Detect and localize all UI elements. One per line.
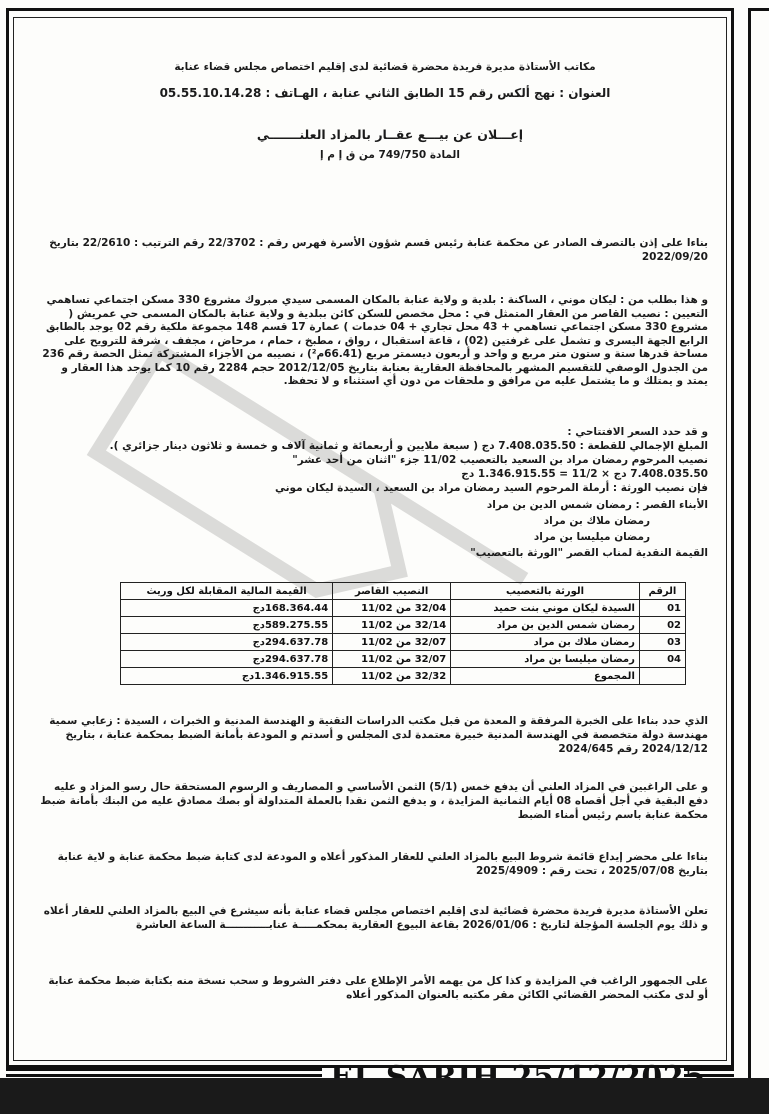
table-row bbox=[121, 651, 686, 668]
col-header: النصيب القاصر bbox=[333, 583, 451, 600]
heirs-table bbox=[120, 582, 686, 685]
table-cell bbox=[639, 668, 685, 685]
child-2: رمضان ملاك بن مراد bbox=[543, 515, 650, 527]
table-cell: 32/07 من 11/02 bbox=[333, 634, 451, 651]
table-cell: 32/32 من 11/02 bbox=[333, 668, 451, 685]
table-cell: 03 bbox=[639, 634, 685, 651]
table-cell: السيدة ليكان موني بنت حميد bbox=[451, 600, 640, 617]
conditions-paragraph: بناءا على محضر إيداع قائمة شروط البيع بالمزاد العلني للعقار المذكور أعلاه و المودعة لدى كتابة ضبط محكمة عنابة و لاية عنابة بتاريخ 2025/07/08 ، تحت رقم : 2025/4909 bbox=[57, 851, 708, 877]
table-row bbox=[121, 600, 686, 617]
table-row bbox=[121, 634, 686, 651]
table-intro: القيمة النقدية لمناب القصر "الورثة بالتعصيب" bbox=[470, 547, 708, 559]
header-line-2: العنوان : نهج ألكس رقم 15 الطابق الثاني عنابة ، الهـاتف : 05.55.10.14.28 bbox=[159, 86, 611, 100]
table-total-row bbox=[121, 668, 686, 685]
footer-rule-left bbox=[6, 1074, 322, 1077]
heirs-intro: فإن نصيب الورثة : أرملة المرحوم السيد رمضان مراد بن السعيد ، السيدة ليكان موني bbox=[274, 482, 708, 494]
table-cell: رمضان شمس الدين بن مراد bbox=[451, 617, 640, 634]
price-total: المبلغ الإجمالي للقطعة : 7.408.035.50 دج ( سبعة ملايين و أربعمائة و ثمانية آلاف و خمسة و ثلاثون دينار جزائري ). bbox=[109, 440, 708, 452]
col-header: الورثة بالتعصيب bbox=[451, 583, 640, 600]
table-cell: 294.637.78دج bbox=[121, 634, 333, 651]
price-heading: و قد حدد السعر الافتتاحي : bbox=[567, 426, 708, 438]
share-heading: نصيب المرحوم رمضان مراد بن السعيد بالتعصيب 11/02 جزء "اثنان من أحد عشر" bbox=[292, 454, 708, 466]
table-cell: 32/07 من 11/02 bbox=[333, 651, 451, 668]
table-cell: 02 bbox=[639, 617, 685, 634]
table-cell: 01 bbox=[639, 600, 685, 617]
table-cell: رمضان ميليسا بن مراد bbox=[451, 651, 640, 668]
public-notice-paragraph: على الجمهور الراغب في المزايدة و كذا كل من يهمه الأمر الإطلاع على دفتر الشروط و سحب نسخة منه بكتابة ضبط محكمة عنابة أو لدى مكتب المحضر القضائي الكائن مقر مكتبه بالعنوان المذكور أعلاه bbox=[48, 975, 708, 1001]
child-3: رمضان ميليسا بن مراد bbox=[533, 531, 650, 543]
sale-date-paragraph: تعلن الأستاذة مديرة فريدة محضرة قضائية لدى إقليم اختصاص مجلس قضاء عنابة بأنه سيشرع في البيع بالمزاد العلني للعقار أعلاه و ذلك يوم الجلسة المؤجلة لتاريخ : 2026/01/06 بقاعة البيوع العقارية بمحكمـــــة عنابــــــــــــة الساعة العاشرة bbox=[43, 905, 708, 931]
table-row bbox=[121, 617, 686, 634]
table-cell: 294.637.78دج bbox=[121, 651, 333, 668]
table-cell: 32/04 من 11/02 bbox=[333, 600, 451, 617]
table-cell: 32/14 من 11/02 bbox=[333, 617, 451, 634]
footer-rule-left bbox=[6, 1068, 322, 1071]
table-cell: المجموع bbox=[451, 668, 640, 685]
page-bottom-band bbox=[0, 1078, 769, 1114]
expertise-paragraph: الذي حدد بناءا على الخبرة المرفقة و المعدة من قبل مكتب الدراسات التقنية و الهندسة المدنية و الخبرات ، السيدة : زعابي سمية مهندسة دولة متخصصة في الهندسة المدنية خبيرة معتمدة لدى المجلس و أسدتم و المودعة بأمانة الضبط بمحكمة عنابة ، بتاريخ 2024/12/12 رقم 2024/645 bbox=[49, 715, 708, 755]
notice-article: المادة 749/750 من ق إ م إ bbox=[320, 149, 460, 161]
table-header-row bbox=[121, 583, 686, 600]
table-cell: 04 bbox=[639, 651, 685, 668]
header-line-1: مكاتب الأستاذة مديرة فريدة محضرة قضائية لدى إقليم اختصاص مجلس قضاء عنابة bbox=[174, 61, 596, 73]
notice-title: إعـــلان عن بيـــع عقــار بالمزاد العلنـــــــي bbox=[256, 127, 524, 142]
payment-paragraph: و على الراغبين في المزاد العلني أن يدفع خمس (5/1) الثمن الأساسي و المصاريف و الرسوم المستحقة حال رسو المزاد و عليه دفع البقية في أجل أقصاه 08 أيام الثمانية المزايدة ، و يدفع الثمن نقدا بالعملة المتداولة أو بصك مصادق عليه من البنك بأمانة ضبط محكمة عنابة باسم رئيس أمناء الضبط bbox=[40, 781, 708, 821]
col-header: الرقم bbox=[639, 583, 685, 600]
property-paragraph: و هذا بطلب من : ليكان موني ، الساكنة : بلدية و ولاية عنابة بالمكان المسمى سيدي مبروك مشروع 330 مسكن اجتماعي تساهمي التعيين : نصيب القاصر من العقار المتمثل في : محل مخصص للسكن كائن ببلدية و ولاية عنابة بالمكان المسمى حي عمريش ( مشروع 330 مسكن اجتماعي تساهمي + 43 محل تجاري + 04 خدمات ) عمارة 17 قسم 148 مجموعة ملكية رقم 02 يوجد بالطابق الرابع الجهة اليسرى و تشمل على غرفتين (02) ، قاعة استقبال ، رواق ، مطبخ ، حمام ، مرحاض ، مجفف ، شرفة للترويح على مساحة قدرها ستة و ستون متر مربع و واحد و أربعون ديسمتر مربع (66.41م²) ، نصيبه من الأجزاء المشتركة تمثل الحصة رقم 236 من الجدول الوصفي للتقسيم المشهر بالمحافظة العقارية بعنابة بتاريخ 2012/12/05 حجم 2284 رقم 10 كما يوجد هذا العقار و يمتد و يمتلك و ما يشتمل عليه من مرافق و ملحقات من دون أي استثناء و لا تحفظ. bbox=[42, 294, 708, 387]
table-cell: 589.275.55دج bbox=[121, 617, 333, 634]
col-header: القيمة المالية المقابلة لكل وريث bbox=[121, 583, 333, 600]
table-cell: 1.346.915.55دج bbox=[121, 668, 333, 685]
adjacent-column-border bbox=[748, 8, 769, 1078]
table-cell: رمضان ملاك بن مراد bbox=[451, 634, 640, 651]
intro-paragraph: بناءا على إذن بالتصرف الصادر عن محكمة عنابة رئيس قسم شؤون الأسرة فهرس رقم : 22/3702 رقم الترتيب : 22/2610 بتاريخ 2022/09/20 bbox=[49, 237, 708, 263]
table-cell: 168.364.44دج bbox=[121, 600, 333, 617]
child-1: الأبناء القصر : رمضان شمس الدين بن مراد bbox=[486, 499, 708, 511]
share-calc: 7.408.035.50 دج × 11/2 = 1.346.915.55 دج bbox=[461, 468, 708, 480]
